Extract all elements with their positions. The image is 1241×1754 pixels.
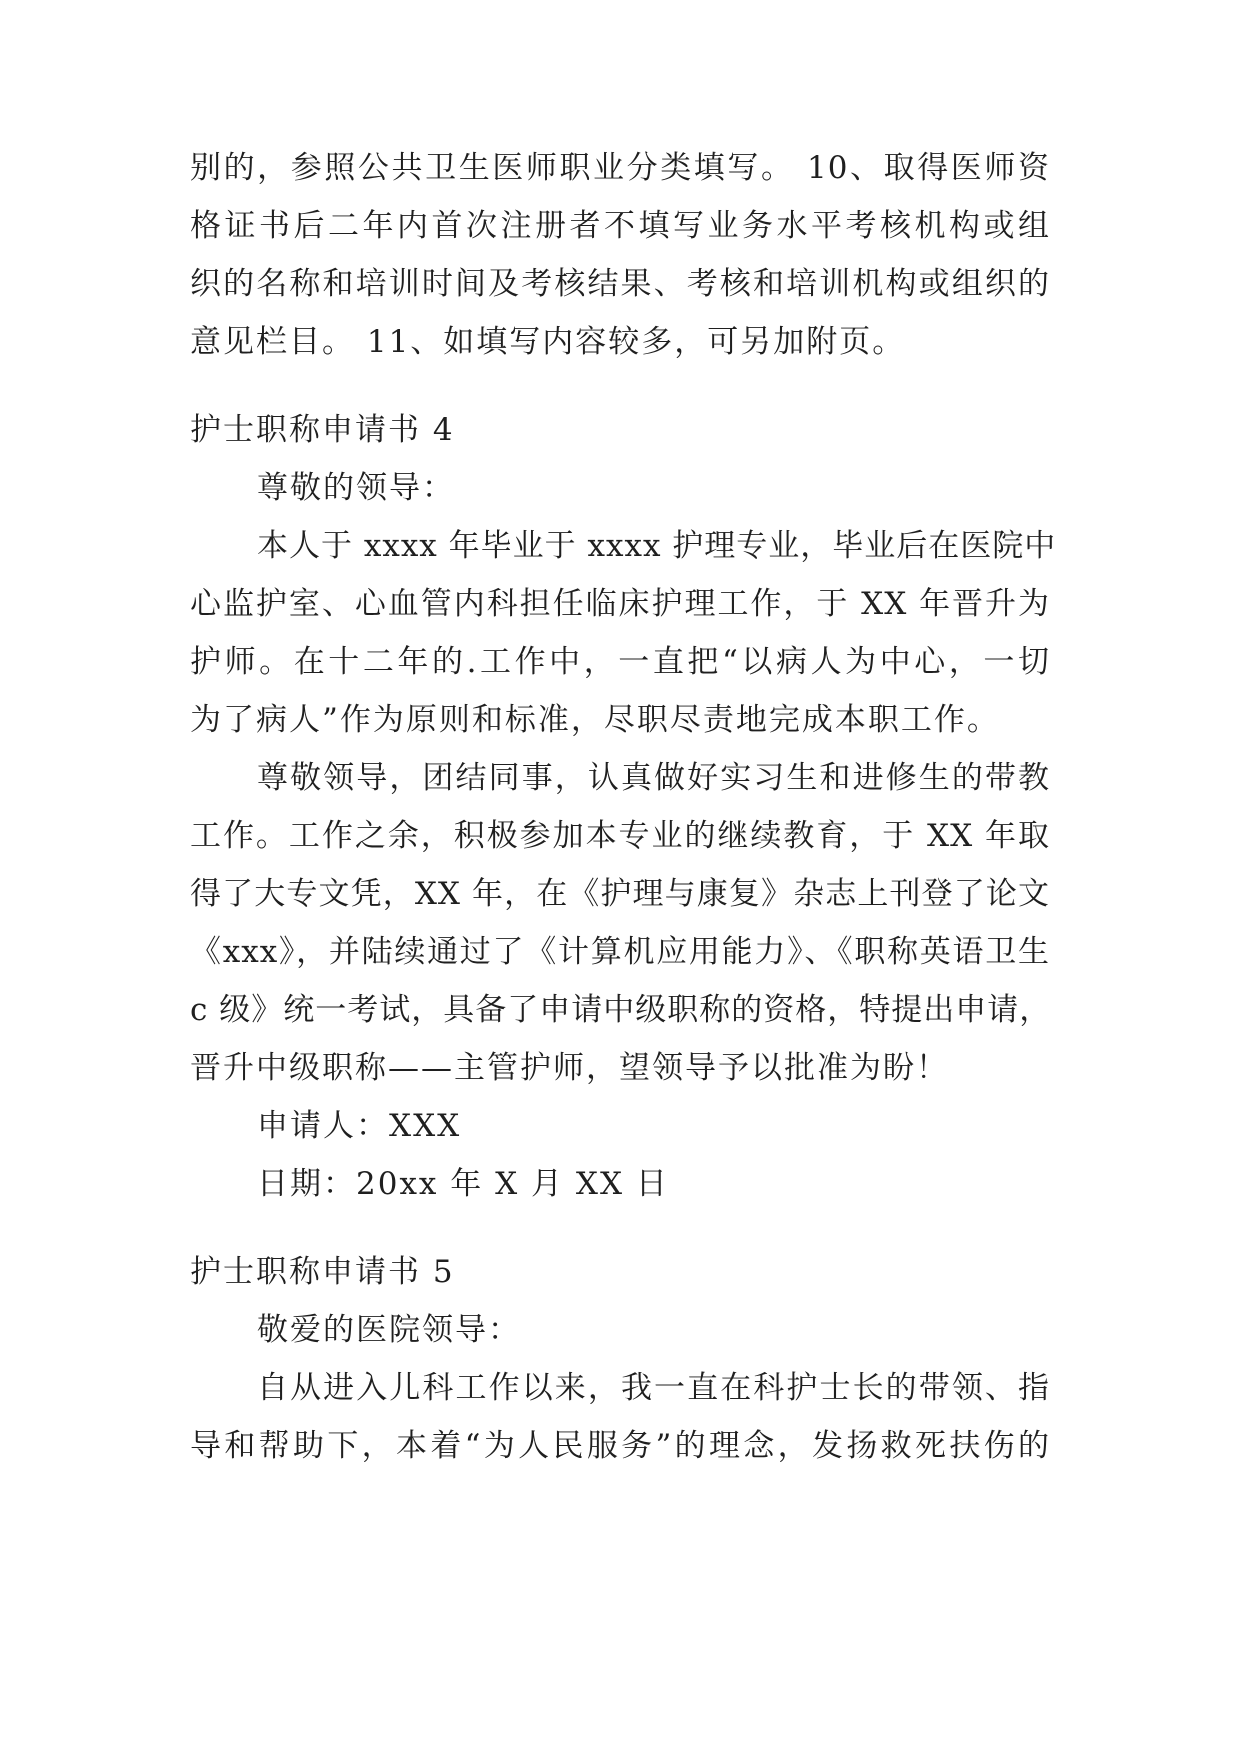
salutation: 尊敬的领导： bbox=[257, 470, 455, 506]
body-text-line: 《xxx》，并陆续通过了《计算机应用能力》、《职称英语卫生 bbox=[190, 934, 1050, 970]
body-text-line: 导和帮助下，本着“为人民服务”的理念，发扬救死扶伤的 bbox=[190, 1428, 1050, 1464]
body-text-line: 织的名称和培训时间及考核结果、考核和培训机构或组织的 bbox=[190, 266, 1050, 302]
body-text-line: 晋升中级职称——主管护师，望领导予以批准为盼！ bbox=[190, 1050, 949, 1086]
date-line: 日期：20xx 年 X 月 XX 日 bbox=[257, 1166, 669, 1202]
salutation: 敬爱的医院领导： bbox=[257, 1312, 521, 1348]
body-text-line: 尊敬领导，团结同事，认真做好实习生和进修生的带教 bbox=[257, 760, 1050, 796]
body-text-line: 自从进入儿科工作以来，我一直在科护士长的带领、指 bbox=[257, 1370, 1050, 1406]
body-text-line: c 级》统一考试，具备了申请中级职称的资格，特提出申请， bbox=[190, 992, 1052, 1028]
section-heading: 护士职称申请书 5 bbox=[190, 1254, 455, 1290]
body-text-line: 格证书后二年内首次注册者不填写业务水平考核机构或组 bbox=[190, 208, 1050, 244]
body-text-line: 别的，参照公共卫生医师职业分类填写。 10、取得医师资 bbox=[190, 150, 1050, 186]
body-text-line: 得了大专文凭，XX 年，在《护理与康复》杂志上刊登了论文 bbox=[190, 876, 1050, 912]
applicant-line: 申请人：XXX bbox=[257, 1108, 462, 1144]
body-text-line: 工作。工作之余，积极参加本专业的继续教育，于 XX 年取 bbox=[190, 818, 1050, 854]
body-text-line: 为了病人”作为原则和标准，尽职尽责地完成本职工作。 bbox=[190, 702, 1000, 738]
section-heading: 护士职称申请书 4 bbox=[190, 412, 455, 448]
body-text-line: 意见栏目。 11、如填写内容较多，可另加附页。 bbox=[190, 324, 906, 360]
body-text-line: 心监护室、心血管内科担任临床护理工作，于 XX 年晋升为 bbox=[190, 586, 1050, 622]
body-text-line: 护师。在十二年的.工作中，一直把“以病人为中心，一切 bbox=[190, 644, 1050, 680]
body-text-line: 本人于 xxxx 年毕业于 xxxx 护理专业，毕业后在医院中 bbox=[257, 528, 1057, 564]
